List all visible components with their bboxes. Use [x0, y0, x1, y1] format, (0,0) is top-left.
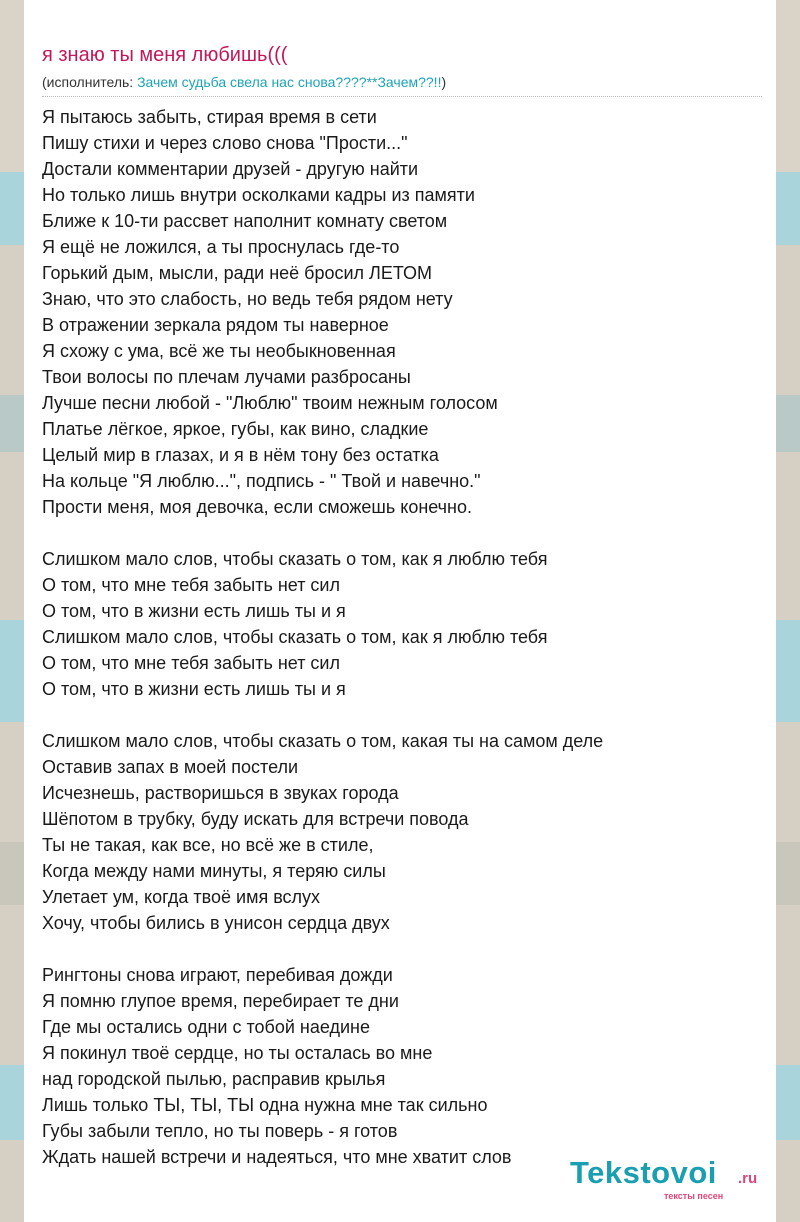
lyric-line: Слишком мало слов, чтобы сказать о том, какая ты на самом деле	[42, 731, 604, 751]
lyric-line: Когда между нами минуты, я теряю силы	[42, 861, 386, 881]
lyric-line: Ждать нашей встречи и надеяться, что мне хватит слов	[42, 1147, 512, 1167]
lyric-line: над городской пылью, расправив крылья	[42, 1069, 386, 1089]
lyric-line: О том, что в жизни есть лишь ты и я	[42, 601, 346, 621]
lyric-line: Я ещё не ложился, а ты проснулась где-то	[42, 237, 400, 257]
logo-subtitle: тексты песен	[664, 1191, 724, 1201]
lyric-line: Достали комментарии друзей - другую найти	[42, 159, 419, 179]
title-divider	[42, 96, 762, 97]
lyric-line: Где мы остались одни с тобой наедине	[42, 1017, 370, 1037]
stanza-break	[42, 702, 767, 728]
lyric-line: Горький дым, мысли, ради неё бросил ЛЕТОМ	[42, 263, 433, 283]
lyric-line: На кольце "Я люблю...", подпись - " Твой и навечно."	[42, 471, 481, 491]
lyric-line: Я помню глупое время, перебирает те дни	[42, 991, 399, 1011]
artist-suffix: )	[441, 74, 447, 90]
lyrics-text	[42, 104, 767, 1170]
logo-wordmark: Tekstovoi	[570, 1155, 717, 1190]
artist-line	[42, 74, 446, 90]
stanza-break	[42, 936, 767, 962]
lyric-line: Улетает ум, когда твоё имя вслух	[42, 887, 321, 907]
site-logo[interactable]	[570, 1155, 780, 1207]
lyric-line: Целый мир в глазах, и я в нём тону без остатка	[42, 445, 439, 465]
lyric-line: Слишком мало слов, чтобы сказать о том, как я люблю тебя	[42, 627, 548, 647]
lyric-line: Но только лишь внутри осколками кадры из памяти	[42, 185, 475, 205]
lyric-line: Губы забыли тепло, но ты поверь - я готов	[42, 1121, 398, 1141]
artist-prefix: (исполнитель:	[42, 74, 138, 90]
lyric-line: Слишком мало слов, чтобы сказать о том, как я люблю тебя	[42, 549, 548, 569]
lyric-line: Оставив запах в моей постели	[42, 757, 299, 777]
stanza-break	[42, 520, 767, 546]
lyric-line: Я пытаюсь забыть, стирая время в сети	[42, 107, 377, 127]
lyric-line: Лучше песни любой - "Люблю" твоим нежным голосом	[42, 393, 498, 413]
lyric-line: В отражении зеркала рядом ты наверное	[42, 315, 389, 335]
lyric-line: О том, что мне тебя забыть нет сил	[42, 575, 340, 595]
lyric-line: Я схожу с ума, всё же ты необыкновенная	[42, 341, 396, 361]
lyric-line: Прости меня, моя девочка, если сможешь конечно.	[42, 497, 473, 517]
lyric-line: Знаю, что это слабость, но ведь тебя рядом нету	[42, 289, 453, 309]
lyrics-page	[24, 0, 776, 1222]
artist-link[interactable]: Зачем судьба свела нас снова????**Зачем??!!	[137, 74, 442, 90]
lyric-line: Рингтоны снова играют, перебивая дожди	[42, 965, 393, 985]
lyric-line: О том, что мне тебя забыть нет сил	[42, 653, 340, 673]
lyric-line: Лишь только ТЫ, ТЫ, ТЫ одна нужна мне так сильно	[42, 1095, 488, 1115]
lyric-line: Исчезнешь, растворишься в звуках города	[42, 783, 399, 803]
lyric-line: Я покинул твоё сердце, но ты осталась во мне	[42, 1043, 433, 1063]
song-title: я знаю ты меня любишь(((	[42, 44, 288, 66]
lyric-line: Хочу, чтобы бились в унисон сердца двух	[42, 913, 390, 933]
lyric-line: Шёпотом в трубку, буду искать для встречи повода	[42, 809, 469, 829]
lyric-line: Ты не такая, как все, но всё же в стиле,	[42, 835, 374, 855]
lyric-line: О том, что в жизни есть лишь ты и я	[42, 679, 346, 699]
logo-domain: .ru	[738, 1170, 758, 1187]
lyric-line: Платье лёгкое, яркое, губы, как вино, сладкие	[42, 419, 429, 439]
lyric-line: Ближе к 10-ти рассвет наполнит комнату светом	[42, 211, 448, 231]
lyric-line: Пишу стихи и через слово снова "Прости..."	[42, 133, 408, 153]
lyric-line: Твои волосы по плечам лучами разбросаны	[42, 367, 411, 387]
